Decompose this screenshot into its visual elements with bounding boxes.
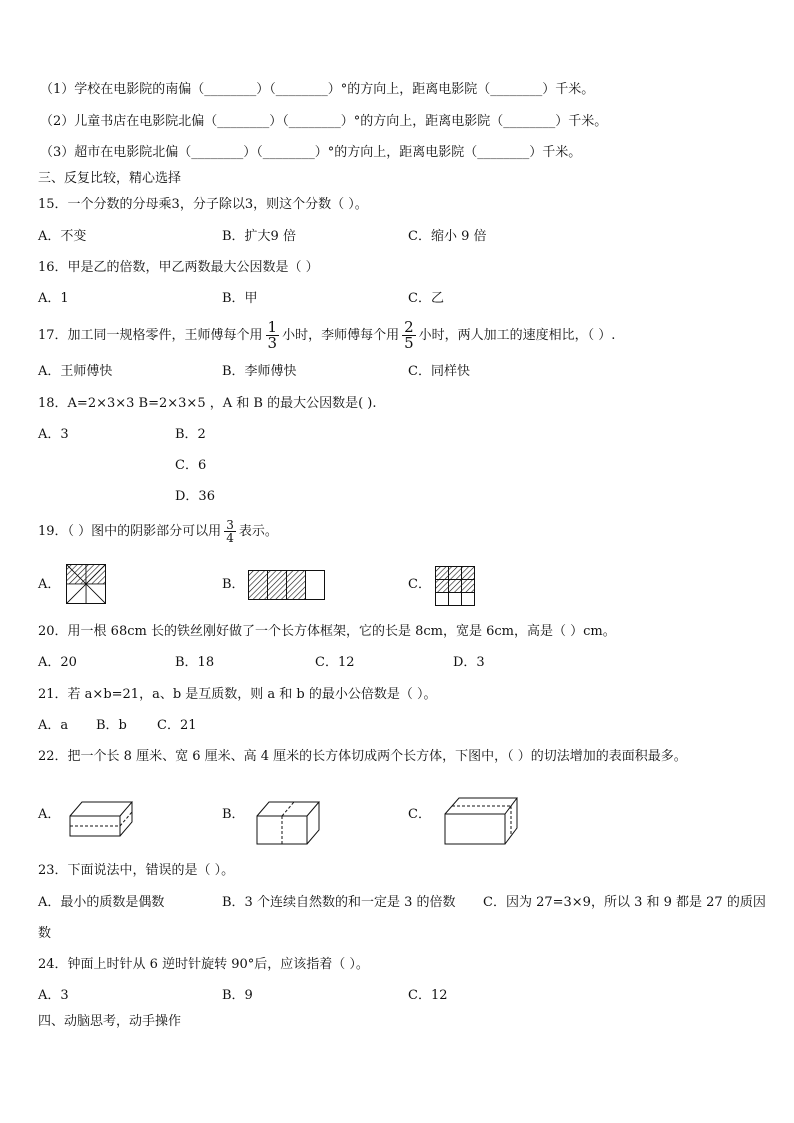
q23-option-b[interactable]: B．3 个连续自然数的和一定是 3 的倍数	[222, 895, 456, 910]
q17-option-b[interactable]: B．李师傅快	[222, 364, 297, 379]
q18-option-a[interactable]: A．3	[38, 427, 69, 442]
q19-b-cell-2	[268, 571, 287, 600]
q19-c-cell	[436, 593, 449, 606]
q17-option-c[interactable]: C．同样快	[408, 364, 470, 379]
q22-c-top-face	[445, 798, 517, 814]
q24-option-c[interactable]: C．12	[408, 988, 448, 1003]
q22-figure-c[interactable]	[443, 796, 519, 846]
q17-stem	[38, 318, 615, 354]
q24-option-b[interactable]: B．9	[222, 988, 253, 1003]
q17-stem-b: 小时，李师傅每个用	[282, 328, 400, 343]
q16-option-b[interactable]: B．甲	[222, 291, 258, 306]
q15-stem: 15．一个分数的分母乘3，分子除以3，则这个分数（ ）。	[38, 197, 368, 212]
q22-b-top-face	[257, 802, 319, 816]
q19-b-cell-1	[249, 571, 268, 600]
q19-figure-a-triangles	[66, 564, 106, 604]
q19-fraction: $\frac{3}{4}$	[226, 518, 234, 545]
q19-figure-b[interactable]	[248, 570, 326, 600]
q22-figure-b[interactable]	[255, 800, 321, 846]
q18-stem: 18．A=2×3×3 B=2×3×5 ，A 和 B 的最大公因数是( ).	[38, 396, 377, 411]
q20-option-d[interactable]: D．3	[453, 655, 485, 670]
q15-option-c[interactable]: C．缩小 9 倍	[408, 229, 487, 244]
q23-option-c-wrap: 数	[38, 926, 52, 941]
q21-option-c[interactable]: C．21	[157, 718, 197, 733]
q19-figure-a[interactable]	[66, 564, 106, 604]
q21-option-a[interactable]: A．a	[38, 718, 69, 733]
q22-option-c[interactable]: C．	[408, 807, 431, 822]
q22-stem: 22．把一个长 8 厘米、宽 6 厘米、高 4 厘米的长方体切成两个长方体，下图中，（ ）的切法增加的表面积最多。	[38, 749, 687, 764]
q23-option-a[interactable]: A．最小的质数是偶数	[38, 895, 165, 910]
q15-option-a[interactable]: A．不变	[38, 229, 87, 244]
q16-option-a[interactable]: A．1	[38, 291, 69, 306]
q19-c-cell	[462, 580, 475, 593]
q19-c-cell	[449, 567, 462, 580]
q18-option-b[interactable]: B．2	[175, 427, 206, 442]
q19-option-c[interactable]: C．	[408, 577, 431, 592]
q19-stem-b: 表示。	[238, 524, 278, 539]
q22-option-b[interactable]: B．	[222, 807, 245, 822]
q18-option-c[interactable]: C．6	[175, 458, 207, 473]
q19-stem-a: 19．（ ）图中的阴影部分可以用	[38, 524, 222, 539]
q15-option-b[interactable]: B．扩大9 倍	[222, 229, 296, 244]
q17-stem-c: 小时，两人加工的速度相比，（ ）.	[418, 328, 616, 343]
q22-b-cut-line	[282, 802, 294, 816]
q19-c-cell	[449, 593, 462, 606]
q19-c-cell	[436, 567, 449, 580]
q19-b-cell-4	[306, 571, 325, 600]
q14-part-3: （3）超市在电影院北偏（________）（________）°的方向上，距离电影院（________）千米。	[40, 145, 582, 160]
q22-b-front-face	[257, 816, 307, 844]
q14-part-2: （2）儿童书店在电影院北偏（________）（________）°的方向上，距离电影院（________）千米。	[40, 114, 608, 129]
q20-option-a[interactable]: A．20	[38, 655, 77, 670]
q22-option-a[interactable]: A．	[38, 807, 61, 822]
q23-option-c[interactable]: C．因为 27=3×9，所以 3 和 9 都是 27 的质因	[483, 895, 766, 910]
q20-stem: 20．用一根 68cm 长的铁丝刚好做了一个长方体框架，它的长是 8cm，宽是 6cm，高是（ ）cm。	[38, 624, 616, 639]
q21-stem: 21．若 a×b=21，a、b 是互质数，则 a 和 b 的最小公倍数是（ ）。	[38, 687, 437, 702]
q17-option-a[interactable]: A．王师傅快	[38, 364, 113, 379]
section-3-title: 三、反复比较，精心选择	[38, 171, 182, 186]
q22-a-side-face	[120, 802, 132, 836]
q17-fraction-1: $\frac{1}{3}$	[267, 318, 278, 352]
q22-a-top-face	[70, 802, 132, 816]
q19-c-cell	[436, 580, 449, 593]
q19-c-cell	[462, 567, 475, 580]
q22-figure-a[interactable]	[68, 798, 134, 840]
q19-b-cell-3	[287, 571, 306, 600]
section-4-title: 四、动脑思考，动手操作	[38, 1014, 182, 1029]
q20-option-c[interactable]: C．12	[315, 655, 355, 670]
q19-option-b[interactable]: B．	[222, 577, 245, 592]
q17-stem-a: 17．加工同一规格零件，王师傅每个用	[38, 328, 263, 343]
q20-option-b[interactable]: B．18	[175, 655, 215, 670]
q19-figure-c[interactable]	[435, 566, 475, 606]
q24-stem: 24．钟面上时针从 6 逆时针旋转 90°后，应该指着（ ）。	[38, 957, 369, 972]
q17-fraction-2: $\frac{2}{5}$	[404, 318, 414, 352]
q16-option-c[interactable]: C．乙	[408, 291, 444, 306]
q19-c-cell	[462, 593, 475, 606]
q23-stem: 23．下面说法中，错误的是（ ）。	[38, 863, 235, 878]
q14-part-1: （1）学校在电影院的南偏（________）（________）°的方向上，距离电影院（________）千米。	[40, 82, 595, 97]
q18-option-d[interactable]: D．36	[175, 489, 215, 504]
q24-option-a[interactable]: A．3	[38, 988, 69, 1003]
q16-stem: 16．甲是乙的倍数，甲乙两数最大公因数是（ ）	[38, 260, 319, 275]
q19-stem	[38, 514, 278, 550]
q22-c-front-face	[445, 814, 505, 844]
q19-c-cell	[449, 580, 462, 593]
q19-option-a[interactable]: A．	[38, 577, 61, 592]
q21-option-b[interactable]: B．b	[96, 718, 127, 733]
